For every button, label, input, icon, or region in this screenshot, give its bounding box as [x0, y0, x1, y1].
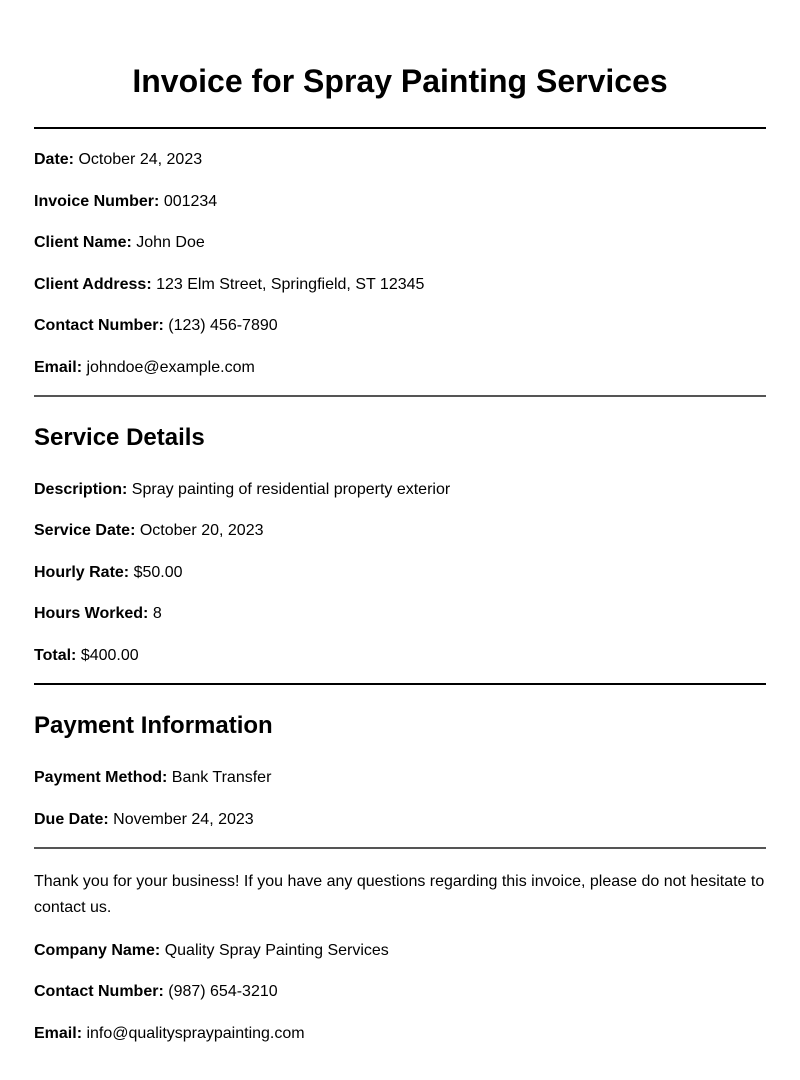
due-date	[34, 810, 769, 830]
payment-method-value: Bank Transfer	[171, 769, 272, 786]
company-contact-value: (987) 654-3210	[168, 983, 278, 1000]
divider-top	[34, 127, 766, 129]
hours-worked	[34, 604, 769, 624]
hourly-rate	[34, 563, 769, 583]
client-email-label: Email:	[34, 359, 83, 376]
client-name-label: Client Name:	[34, 234, 132, 251]
client-address-label: Client Address:	[34, 276, 152, 293]
client-name-value: John Doe	[136, 234, 205, 251]
payment-method	[34, 768, 769, 788]
company-name-label: Company Name:	[34, 942, 161, 959]
divider-payment	[34, 847, 766, 849]
payment-info-heading: Payment Information	[34, 712, 273, 739]
client-address-value: 123 Elm Street, Springfield, ST 12345	[156, 276, 425, 293]
page-title: Invoice for Spray Painting Services	[132, 63, 668, 99]
hours-worked-value: 8	[152, 605, 162, 622]
service-description-label: Description:	[34, 481, 128, 498]
service-description	[34, 480, 769, 500]
service-details-heading: Service Details	[34, 424, 205, 451]
client-name	[34, 233, 769, 253]
due-date-value: November 24, 2023	[113, 811, 254, 828]
company-contact-label: Contact Number:	[34, 983, 164, 1000]
client-contact	[34, 316, 769, 336]
invoice-date	[34, 150, 769, 170]
service-description-value: Spray painting of residential property exterior	[131, 481, 451, 498]
company-email	[34, 1024, 769, 1044]
service-date-label: Service Date:	[34, 522, 136, 539]
client-email	[34, 358, 769, 378]
company-contact	[34, 982, 769, 1002]
invoice-number-value: 001234	[163, 193, 218, 210]
service-total-value: $400.00	[80, 647, 139, 664]
due-date-label: Due Date:	[34, 811, 109, 828]
hourly-rate-label: Hourly Rate:	[34, 564, 130, 581]
invoice-date-value: October 24, 2023	[78, 151, 203, 168]
invoice-date-label: Date:	[34, 151, 75, 168]
invoice-number	[34, 192, 769, 212]
thank-you-note: Thank you for your business! If you have any questions regarding this invoice, please do not hesitate to contact us.	[34, 873, 765, 916]
hourly-rate-value: $50.00	[133, 564, 183, 581]
service-total-label: Total:	[34, 647, 77, 664]
client-contact-value: (123) 456-7890	[168, 317, 278, 334]
company-email-label: Email:	[34, 1025, 83, 1042]
divider-client	[34, 395, 766, 397]
company-email-value[interactable]: info@qualityspraypainting.com	[86, 1025, 305, 1042]
service-date	[34, 521, 769, 541]
service-total	[34, 646, 769, 666]
client-email-value[interactable]: johndoe@example.com	[86, 359, 255, 376]
company-name	[34, 941, 769, 961]
divider-service	[34, 683, 766, 685]
service-date-value: October 20, 2023	[139, 522, 264, 539]
client-contact-label: Contact Number:	[34, 317, 164, 334]
invoice-number-label: Invoice Number:	[34, 193, 160, 210]
payment-method-label: Payment Method:	[34, 769, 168, 786]
client-address	[34, 275, 769, 295]
hours-worked-label: Hours Worked:	[34, 605, 149, 622]
company-name-value: Quality Spray Painting Services	[164, 942, 389, 959]
